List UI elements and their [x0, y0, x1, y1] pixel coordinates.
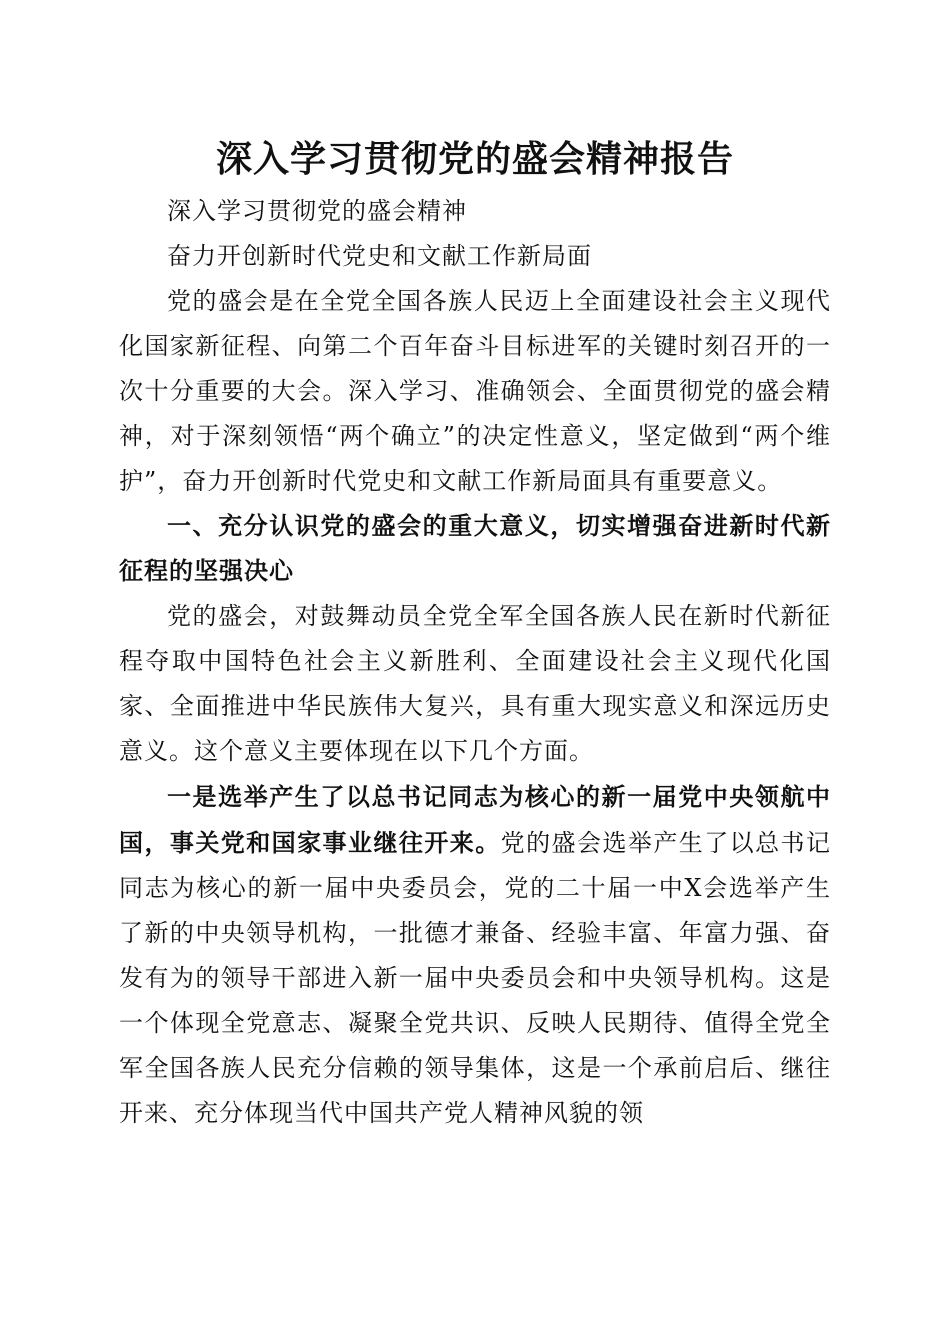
subtitle-line-1: 深入学习贯彻党的盛会精神: [167, 197, 467, 225]
paragraph-body-text: 党的盛会选举产生了以总书记同志为核心的新一届中央委员会，党的二十届一中X会选举产生了新的中央领导机构，一批德才兼备、经验丰富、年富力强、奋发有为的领导干部进入新一届中央委员会和中央领导机构。这是一个体现全党意志、凝聚全党共识、反映人民期待、值得全党全军全国各族人民充分信赖的领导集体，这是一个承前启后、继往开来、充分体现当代中国共产党人精神风貌的领: [119, 829, 832, 1127]
intro-paragraph: 党的盛会是在全党全国各族人民迈上全面建设社会主义现代化国家新征程、向第二个百年奋斗目标进军的关键时刻召开的一次十分重要的大会。深入学习、准确领会、全面贯彻党的盛会精神，对于深刻领悟“两个确立”的决定性意义，坚定做到“两个维护”，奋力开创新时代党史和文献工作新局面具有重要意义。: [119, 287, 831, 495]
subtitle-line-2: 奋力开创新时代党史和文献工作新局面: [167, 242, 592, 270]
document-body: [119, 189, 831, 1136]
section-1-paragraph-1: 党的盛会，对鼓舞动员全党全军全国各族人民在新时代新征程夺取中国特色社会主义新胜利、全面建设社会主义现代化国家、全面推进中华民族伟大复兴，具有重大现实意义和深远历史意义。这个意义主要体现在以下几个方面。: [119, 602, 831, 765]
document-title: 深入学习贯彻党的盛会精神报告: [215, 138, 734, 180]
paragraph-lead-sentence: 一是选举产生了以总书记同志为核心的新一届党中央领航中国，事关党和国家事业继往开来。: [119, 782, 831, 857]
section-1-paragraph-2: [119, 774, 831, 1136]
section-heading-1: 一、充分认识党的盛会的重大意义，切实增强奋进新时代新征程的坚强决心: [119, 512, 831, 585]
